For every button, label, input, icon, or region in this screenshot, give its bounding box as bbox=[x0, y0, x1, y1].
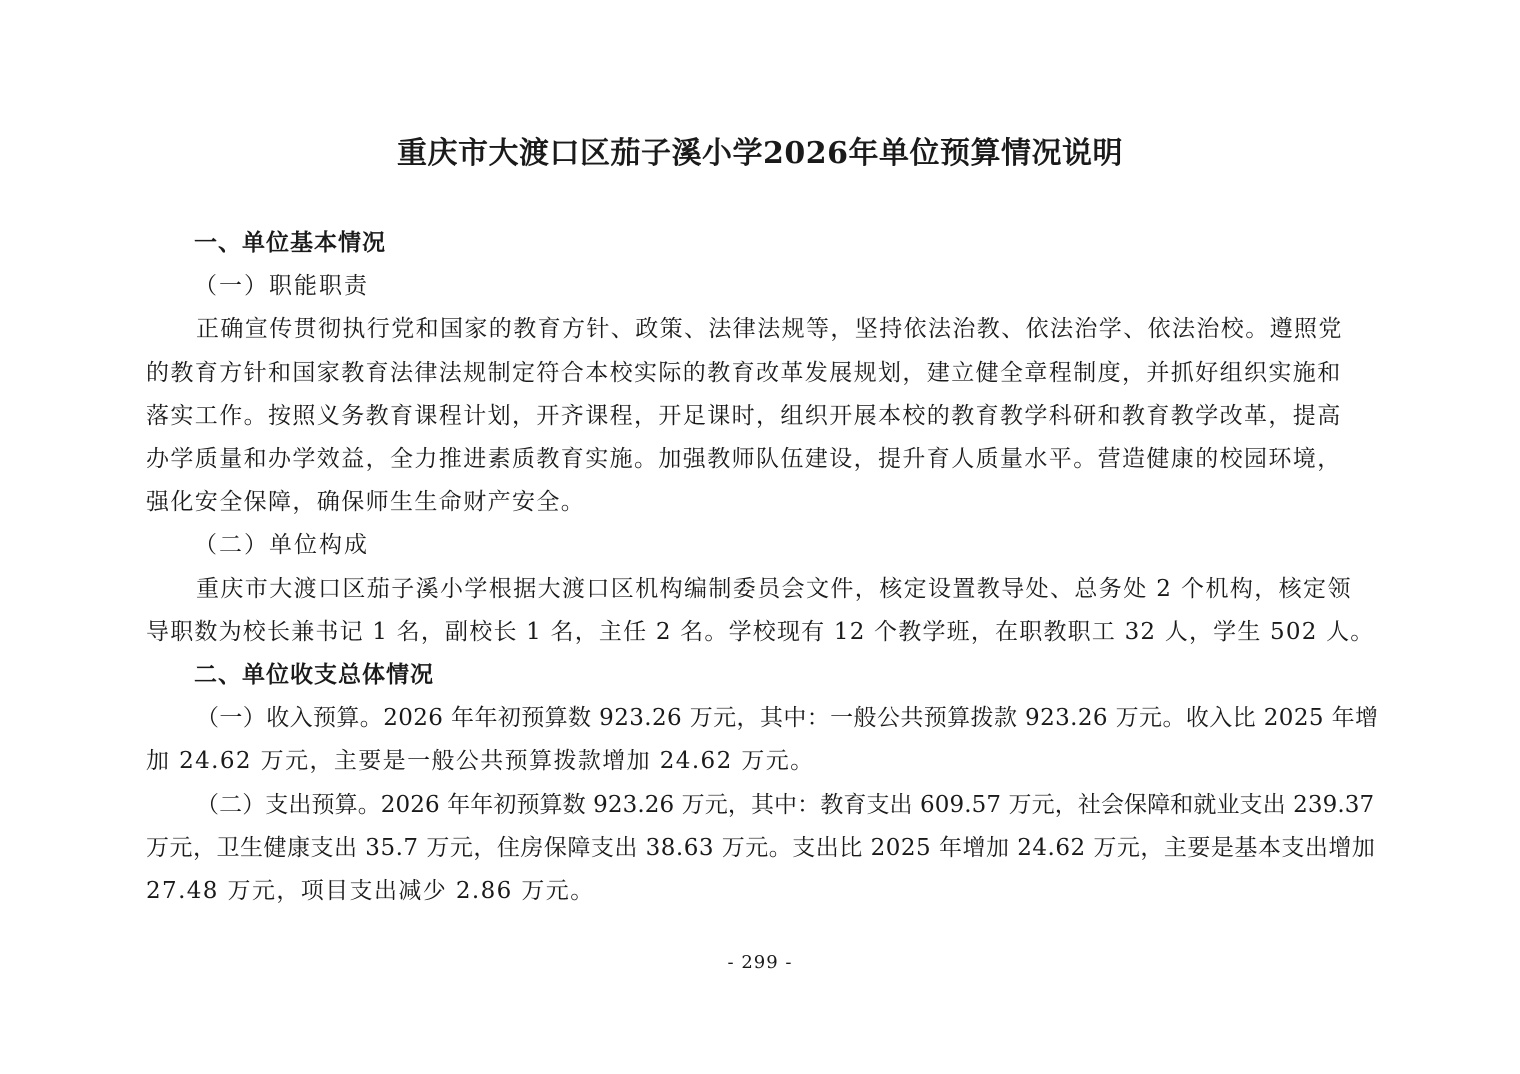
page-number: - 299 - bbox=[727, 952, 793, 973]
subsection-heading-composition: （二）单位构成 bbox=[194, 532, 369, 559]
paragraph-line: 正确宣传贯彻执行党和国家的教育方针、政策、法律法规等，坚持依法治教、依法治学、依法治校。遵照党 bbox=[196, 316, 1343, 343]
paragraph-line: 强化安全保障，确保师生生命财产安全。 bbox=[146, 489, 586, 516]
paragraph-line: 的教育方针和国家教育法律法规制定符合本校实际的教育改革发展规划，建立健全章程制度，并抓好组织实施和 bbox=[146, 359, 1342, 386]
paragraph-line-expenditure: 万元，卫生健康支出 35.7 万元，住房保障支出 38.63 万元。支出比 2025 年增加 24.62 万元，主要是基本支出增加 bbox=[146, 834, 1376, 861]
paragraph-line-expenditure: （二）支出预算。2026 年年初预算数 923.26 万元，其中：教育支出 609.57 万元，社会保障和就业支出 239.37 bbox=[196, 791, 1375, 818]
paragraph-line-expenditure: 27.48 万元，项目支出减少 2.86 万元。 bbox=[146, 878, 595, 905]
paragraph-line-income: 加 24.62 万元，主要是一般公共预算拨款增加 24.62 万元。 bbox=[146, 748, 815, 775]
subsection-heading-functions: （一）职能职责 bbox=[194, 273, 369, 300]
section-heading-basic-info: 一、单位基本情况 bbox=[194, 230, 386, 256]
paragraph-line: 办学质量和办学效益，全力推进素质教育实施。加强教师队伍建设，提升育人质量水平。营造健康的校园环境， bbox=[146, 446, 1342, 473]
document-title: 重庆市大渡口区茄子溪小学2026年单位预算情况说明 bbox=[397, 136, 1123, 171]
paragraph-line-income: （一）收入预算。2026 年年初预算数 923.26 万元，其中：一般公共预算拨款 923.26 万元。收入比 2025 年增 bbox=[196, 705, 1379, 732]
paragraph-line: 落实工作。按照义务教育课程计划，开齐课程，开足课时，组织开展本校的教育教学科研和教育教学改革，提高 bbox=[146, 402, 1342, 429]
paragraph-line: 重庆市大渡口区茄子溪小学根据大渡口区机构编制委员会文件，核定设置教导处、总务处 2 个机构，核定领 bbox=[196, 575, 1352, 602]
section-heading-budget-overview: 二、单位收支总体情况 bbox=[194, 662, 434, 689]
paragraph-line: 导职数为校长兼书记 1 名，副校长 1 名，主任 2 名。学校现有 12 个教学班，在职教职工 32 人，学生 502 人。 bbox=[146, 618, 1375, 645]
document-body bbox=[146, 222, 1378, 913]
